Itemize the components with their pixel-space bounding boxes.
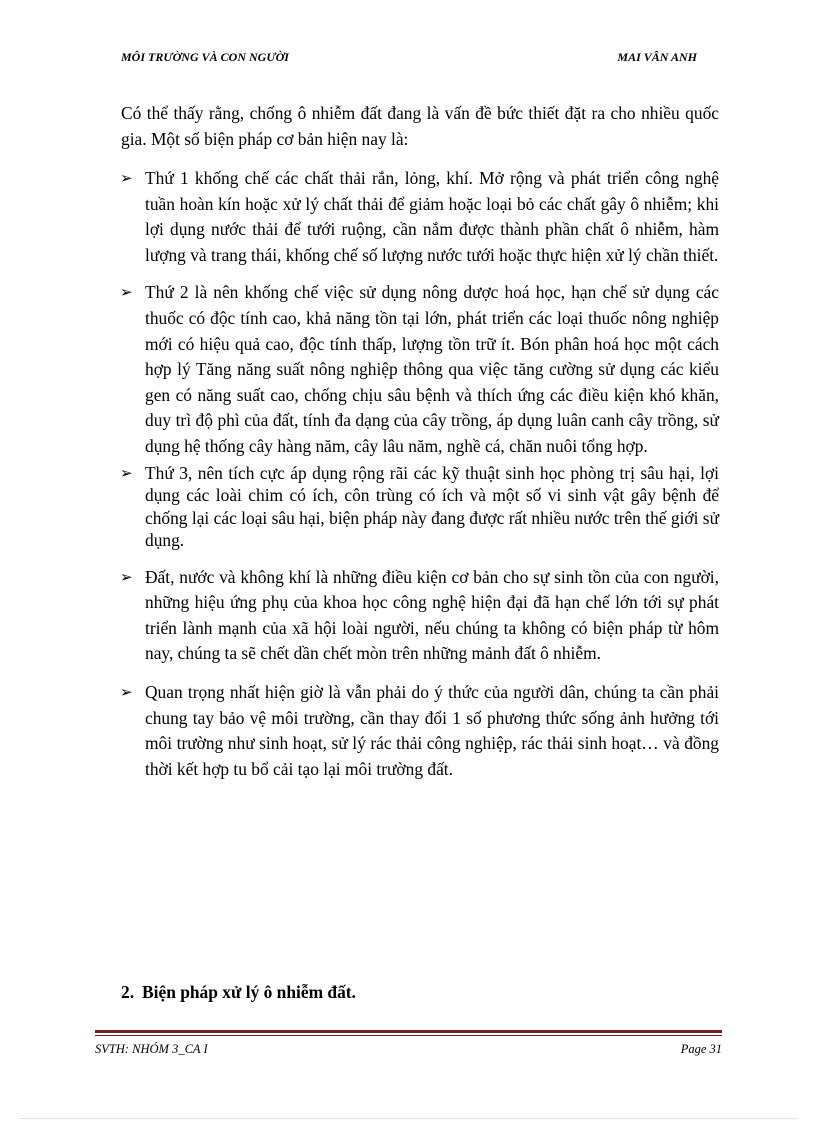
page-header	[121, 50, 697, 70]
arrow-bullet-icon: ➢	[120, 463, 133, 482]
list-item-text: Thứ 2 là nên khống chế việc sử dụng nông dược hoá học, hạn chế sử dụng các thuốc có độc tính cao, khả năng tồn tại lớn, phát triển các loại thuốc nông nghiệp mới có hiệu quả cao, độc tính thấp, lượng tồn trữ ít. Bón phân hoá học một cách hợp lý Tăng năng suất nông nghiệp thông qua việc tăng cường sử dụng các kiểu gen có năng suất cao, chống chịu sâu bệnh và thích ứng các điều kiện khó khăn, duy trì độ phì của đất, tính đa dạng của cây trồng, áp dụng luân canh cây trồng, sử dụng hệ thống cây hàng năm, cây lâu năm, nghề cá, chăn nuôi tổng hợp.	[145, 282, 719, 456]
arrow-bullet-icon: ➢	[120, 682, 133, 701]
footer-group: SVTH: NHÓM 3_CA I	[95, 1042, 208, 1056]
section-heading	[121, 982, 356, 1003]
list-item	[121, 680, 719, 782]
page-body	[121, 100, 719, 782]
list-item	[121, 280, 719, 459]
section-number: 2.	[121, 982, 135, 1002]
list-item	[121, 462, 719, 552]
list-item-text: Thứ 1 khống chế các chất thải rắn, lỏng, khí. Mở rộng và phát triển công nghệ tuần hoàn kín hoặc xử lý chất thải để giảm hoặc loại bỏ các chất gây ô nhiễm; khi lợi dụng nước thải để tưới ruộng, cần nắm được thành phần chất ô nhiễm, hàm lượng và trang thái, khống chế số lượng nước tưới hoặc thực hiện xử lý chần thiết.	[145, 168, 719, 265]
list-item-text: Đất, nước và không khí là những điều kiện cơ bản cho sự sinh tồn của con người, những hiệu ứng phụ của khoa học công nghệ hiện đại đã hạn chế lớn tới sự phát triển lành mạnh của xã hội loài người, nếu chúng ta không có biện pháp từ hôm nay, chúng ta sẽ chết dần chết mòn trên những mảnh đất ô nhiễm.	[145, 566, 719, 664]
arrow-bullet-icon: ➢	[120, 169, 133, 187]
header-title: MÔI TRƯỜNG VÀ CON NGƯỜI	[121, 50, 289, 64]
footer-divider-thin	[95, 1035, 722, 1036]
arrow-bullet-icon: ➢	[120, 567, 133, 586]
list-item	[121, 166, 719, 268]
section-title: Biện pháp xử lý ô nhiễm đất.	[142, 982, 356, 1002]
list-item	[121, 565, 719, 667]
page-number: Page 31	[680, 1042, 722, 1056]
list-item-text: Thứ 3, nên tích cực áp dụng rộng rãi các kỹ thuật sinh học phòng trị sâu hại, lợi dụng các loài chim có ích, côn trùng có ích và một số vi sinh vật gây bệnh để chống lại các loại sâu hại, biện pháp này đang được rất nhiều nước trên thế giới sử dụng.	[145, 462, 719, 551]
arrow-bullet-icon: ➢	[120, 283, 133, 302]
measures-list	[121, 166, 719, 782]
page-edge	[20, 1118, 796, 1119]
list-item-text: Quan trọng nhất hiện giờ là vẫn phải do ý thức của người dân, chúng ta cần phải chung tay bảo vệ môi trường, cần thay đổi 1 số phương thức sống ảnh hưởng tới môi trường như sinh hoạt, sử lý rác thải công nghiệp, rác thải sinh hoạt… và đồng thời kết hợp tu bổ cải tạo lại môi trường đất.	[145, 681, 719, 779]
intro-paragraph: Có thể thấy rằng, chống ô nhiễm đất đang là vấn đề bức thiết đặt ra cho nhiều quốc gia. Một số biện pháp cơ bản hiện nay là:	[121, 103, 719, 149]
footer-divider	[95, 1030, 722, 1033]
header-author: MAI VÂN ANH	[617, 50, 697, 64]
